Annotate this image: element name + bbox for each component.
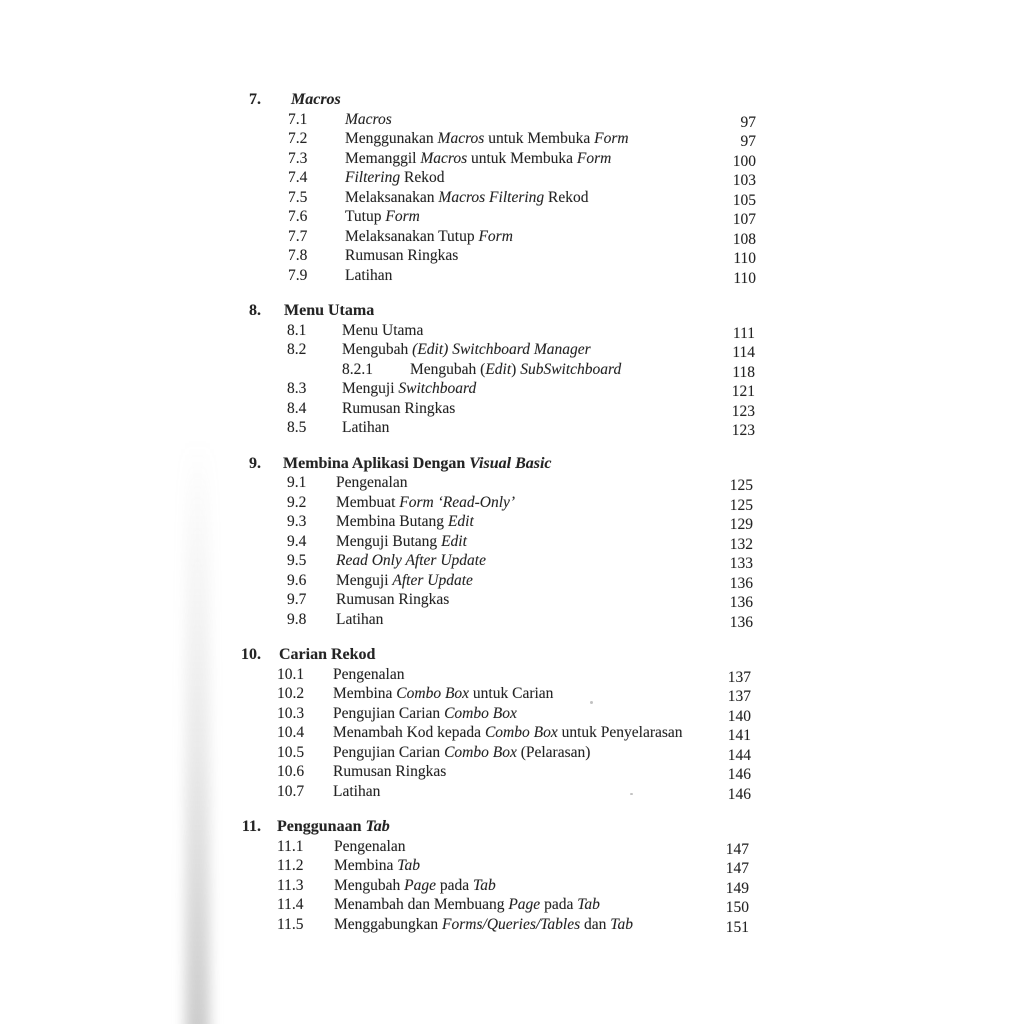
toc-section xyxy=(0,301,1024,438)
text-run: Form xyxy=(385,208,420,225)
text-run: pada xyxy=(436,876,474,894)
entry-page-number: 123 xyxy=(731,402,755,420)
entry-page-number: 136 xyxy=(729,574,753,592)
text-run: Rumusan Ringkas xyxy=(333,763,447,780)
toc-entry xyxy=(0,246,1024,266)
text-run: Mengubah xyxy=(342,341,413,358)
toc-entry xyxy=(0,876,1024,896)
entry-title xyxy=(334,876,496,896)
entry-page-number: 137 xyxy=(727,688,751,705)
entry-number: 7.5 xyxy=(288,188,308,206)
toc-entry xyxy=(0,399,1024,419)
entry-page-number: 108 xyxy=(732,230,756,248)
entry-page-number: 125 xyxy=(729,477,753,494)
entry-number: 7.4 xyxy=(288,169,308,186)
entry-title xyxy=(334,895,600,915)
text-run: Menguji Butang xyxy=(336,532,442,550)
text-run: Edit xyxy=(485,360,512,378)
entry-number: 7.2 xyxy=(288,130,308,147)
text-run: Forms/Queries/Tables xyxy=(442,915,581,933)
text-run: untuk Membuka xyxy=(467,149,577,167)
text-run: Memanggil xyxy=(345,149,421,167)
entry-page-number: 149 xyxy=(725,879,749,897)
toc-entry xyxy=(0,168,1024,188)
text-run: Mengubah ( xyxy=(410,360,486,378)
text-run: Tab xyxy=(577,896,600,913)
text-run: untuk Membuka xyxy=(484,130,595,147)
text-run: Menu Utama xyxy=(284,302,375,319)
entry-title xyxy=(336,473,407,493)
entry-title xyxy=(345,168,444,188)
text-run: Form xyxy=(478,227,513,245)
entry-page-number: 137 xyxy=(727,668,751,686)
text-run: Tab xyxy=(365,818,390,835)
text-run: Latihan xyxy=(336,610,384,628)
text-run: Membina Butang xyxy=(336,513,448,530)
entry-page-number: 97 xyxy=(740,133,756,150)
entry-page-number: 121 xyxy=(731,383,755,400)
text-run: Menambah dan Membuang xyxy=(334,896,509,913)
toc-entry xyxy=(0,571,1024,591)
toc-entry xyxy=(0,379,1024,399)
entry-number: 10.6 xyxy=(277,763,305,780)
text-run: Form ‘Read-Only’ xyxy=(399,493,516,511)
text-run: Rumusan Ringkas xyxy=(336,591,450,608)
text-run: pada xyxy=(540,896,578,913)
entry-page-number: 147 xyxy=(725,840,749,858)
text-run: dan xyxy=(580,915,611,933)
toc-section-header xyxy=(0,817,1024,837)
toc-entry xyxy=(0,493,1024,513)
toc-section-header xyxy=(0,645,1024,665)
entry-number: 10.3 xyxy=(277,704,305,722)
entry-number: 7.6 xyxy=(288,208,308,225)
text-run: Macros xyxy=(420,149,468,167)
toc-entry xyxy=(0,188,1024,208)
entry-number: 8.3 xyxy=(287,380,307,397)
entry-title xyxy=(345,110,392,130)
entry-number: 9.1 xyxy=(287,474,307,491)
entry-title xyxy=(345,149,611,169)
entry-number: 11.5 xyxy=(277,915,304,933)
entry-title xyxy=(333,665,404,685)
entry-title xyxy=(333,782,380,802)
entry-number: 7.8 xyxy=(288,247,308,264)
entry-number: 9.7 xyxy=(287,591,307,608)
text-run: Menguji xyxy=(336,571,393,589)
section-title xyxy=(283,454,552,474)
entry-number: 10.1 xyxy=(277,665,305,683)
entry-title xyxy=(342,418,389,438)
entry-page-number: 123 xyxy=(731,422,755,439)
text-run: Page xyxy=(508,896,541,913)
text-run: Macros Filtering xyxy=(438,188,545,206)
toc-entry xyxy=(0,723,1024,743)
text-run: SubSwitchboard xyxy=(520,360,622,378)
entry-page-number: 144 xyxy=(727,746,751,764)
entry-title xyxy=(342,321,423,341)
toc-entry xyxy=(0,551,1024,571)
entry-page-number: 114 xyxy=(732,344,755,361)
text-run: Mengubah xyxy=(334,876,405,894)
entry-number: 10.5 xyxy=(277,743,305,761)
text-run: Latihan xyxy=(345,266,393,284)
text-run: Melaksanakan xyxy=(345,188,439,206)
toc-entry xyxy=(0,610,1024,630)
entry-page-number: 146 xyxy=(727,785,751,803)
text-run: Membuat xyxy=(336,493,400,511)
entry-page-number: 140 xyxy=(727,707,751,725)
text-run: untuk Carian xyxy=(469,685,554,702)
entry-page-number: 97 xyxy=(740,113,756,131)
text-run: Pengenalan xyxy=(336,474,408,491)
toc-entry xyxy=(0,837,1024,857)
text-run: Pengenalan xyxy=(333,665,405,683)
text-run: Rumusan Ringkas xyxy=(345,247,459,264)
section-number: 7. xyxy=(249,91,261,108)
entry-number: 9.8 xyxy=(287,610,307,628)
entry-page-number: 132 xyxy=(729,535,753,553)
text-run: Carian Rekod xyxy=(279,646,376,663)
toc-entry xyxy=(0,590,1024,610)
entry-number: 8.2 xyxy=(287,341,307,358)
entry-title xyxy=(345,266,392,286)
text-run: Edit xyxy=(447,513,474,530)
toc-section-header xyxy=(0,301,1024,321)
entry-page-number: 147 xyxy=(725,860,749,877)
text-run: untuk Penyelarasan xyxy=(557,724,683,741)
toc-entry xyxy=(0,782,1024,802)
text-run: Tab xyxy=(610,915,633,933)
section-number: 11. xyxy=(241,818,261,835)
entry-title xyxy=(345,246,458,266)
entry-page-number: 129 xyxy=(729,516,753,533)
text-run: Membina Aplikasi Dengan xyxy=(283,454,470,472)
text-run: (Edit) Switchboard Manager xyxy=(412,341,591,358)
entry-number: 8.4 xyxy=(287,399,307,417)
entry-title xyxy=(336,493,515,513)
entry-number: 7.7 xyxy=(288,227,308,245)
text-run: Pengujian Carian xyxy=(333,743,445,761)
toc-entry xyxy=(0,895,1024,915)
toc-entry xyxy=(0,915,1024,935)
text-run: Combo Box xyxy=(444,704,517,722)
text-run: Combo Box xyxy=(484,724,558,741)
text-run: Menu Utama xyxy=(342,321,424,339)
toc-section xyxy=(0,454,1024,630)
entry-title xyxy=(345,207,420,227)
text-run: Macros xyxy=(345,110,392,128)
entry-page-number: 110 xyxy=(733,250,756,267)
text-run: Page xyxy=(404,876,437,894)
text-run: ) xyxy=(511,360,521,378)
toc-entry xyxy=(0,110,1024,130)
entry-title xyxy=(334,856,420,876)
entry-number: 9.5 xyxy=(287,552,307,569)
entry-page-number: 125 xyxy=(729,496,753,514)
text-run: Macros xyxy=(291,91,341,108)
toc-section xyxy=(0,817,1024,934)
text-run: Read Only After Update xyxy=(336,552,486,569)
entry-title xyxy=(333,743,590,763)
toc-entry xyxy=(0,129,1024,149)
section-title xyxy=(277,817,390,837)
text-run: Form xyxy=(594,130,629,147)
entry-page-number: 110 xyxy=(733,269,756,287)
toc-entry xyxy=(0,512,1024,532)
entry-number: 7.9 xyxy=(288,266,308,284)
entry-title xyxy=(333,723,683,743)
entry-number: 7.3 xyxy=(288,149,308,167)
text-run: Menggunakan xyxy=(345,130,438,147)
text-run: Combo Box xyxy=(444,743,517,761)
text-run: Switchboard xyxy=(398,380,477,397)
text-run: Edit xyxy=(441,532,467,550)
entry-title xyxy=(410,360,621,380)
entry-number: 11.3 xyxy=(277,876,304,894)
text-run: Pengenalan xyxy=(334,837,406,855)
toc-entry xyxy=(0,418,1024,438)
entry-title xyxy=(345,227,513,247)
entry-title xyxy=(336,590,449,610)
section-number: 9. xyxy=(249,454,261,472)
text-run: Form xyxy=(576,149,612,167)
entry-page-number: 136 xyxy=(729,613,753,631)
entry-page-number: 105 xyxy=(732,191,756,209)
text-run: Menggabungkan xyxy=(334,915,443,933)
section-title xyxy=(291,90,341,110)
entry-title xyxy=(342,340,591,360)
text-run: Tab xyxy=(473,876,496,894)
entry-title xyxy=(334,915,633,935)
section-number: 10. xyxy=(241,646,261,663)
toc-entry xyxy=(0,532,1024,552)
toc-section xyxy=(0,90,1024,285)
text-run: (Pelarasan) xyxy=(516,743,591,761)
entry-page-number: 146 xyxy=(727,766,751,783)
entry-number: 7.1 xyxy=(288,110,308,128)
entry-page-number: 103 xyxy=(732,172,756,189)
text-run: After Update xyxy=(392,571,473,589)
toc-entry xyxy=(0,473,1024,493)
toc-section xyxy=(0,645,1024,801)
entry-number: 11.1 xyxy=(277,837,304,855)
text-run: Membina xyxy=(334,857,398,874)
entry-page-number: 150 xyxy=(725,899,749,916)
text-run: Penggunaan xyxy=(277,818,366,835)
entry-title xyxy=(336,532,467,552)
entry-number: 8.1 xyxy=(287,321,307,339)
toc-entry xyxy=(0,266,1024,286)
text-run: Rekod xyxy=(400,169,445,186)
toc-entry xyxy=(0,684,1024,704)
toc-entry xyxy=(0,321,1024,341)
entry-number: 10.7 xyxy=(277,782,305,800)
toc-entry xyxy=(0,704,1024,724)
text-run: Menguji xyxy=(342,380,399,397)
text-run: Combo Box xyxy=(396,685,470,702)
entry-title xyxy=(333,704,517,724)
toc-entry xyxy=(0,743,1024,763)
entry-number: 10.2 xyxy=(277,685,305,702)
text-run: Tutup xyxy=(345,208,386,225)
entry-title xyxy=(336,551,486,571)
toc-entry xyxy=(0,149,1024,169)
toc-entry xyxy=(0,227,1024,247)
entry-number: 10.4 xyxy=(277,724,305,741)
toc-entry xyxy=(0,207,1024,227)
entry-title xyxy=(336,512,474,532)
text-run: Macros xyxy=(437,130,485,147)
entry-number: 9.2 xyxy=(287,493,307,511)
text-run: Latihan xyxy=(342,419,390,436)
entry-title xyxy=(345,188,589,208)
text-run: Menambah Kod kepada xyxy=(333,724,485,741)
entry-number: 9.6 xyxy=(287,571,307,589)
table-of-contents xyxy=(0,90,1024,950)
entry-title xyxy=(334,837,405,857)
section-number: 8. xyxy=(249,302,261,319)
toc-section-header xyxy=(0,90,1024,110)
toc-entry xyxy=(0,856,1024,876)
text-run: Membina xyxy=(333,685,397,702)
text-run: Rumusan Ringkas xyxy=(342,399,456,417)
text-run: Rekod xyxy=(544,188,589,206)
entry-title xyxy=(342,399,455,419)
entry-number: 11.4 xyxy=(277,896,304,913)
entry-title xyxy=(336,610,383,630)
entry-number: 9.4 xyxy=(287,532,307,550)
entry-title xyxy=(345,129,629,149)
section-title xyxy=(284,301,374,321)
toc-entry xyxy=(0,762,1024,782)
entry-page-number: 111 xyxy=(732,324,755,342)
text-run: Melaksanakan Tutup xyxy=(345,227,479,245)
entry-title xyxy=(336,571,473,591)
text-run: Tab xyxy=(397,857,420,874)
entry-page-number: 100 xyxy=(732,152,756,170)
toc-entry xyxy=(0,340,1024,360)
entry-page-number: 118 xyxy=(732,363,755,381)
text-run: Visual Basic xyxy=(469,454,552,472)
entry-number: 9.3 xyxy=(287,513,307,530)
entry-page-number: 107 xyxy=(732,211,756,228)
text-run: Pengujian Carian xyxy=(333,704,445,722)
entry-page-number: 136 xyxy=(729,594,753,611)
entry-number: 8.2.1 xyxy=(342,360,373,378)
section-title xyxy=(279,645,375,665)
text-run: Latihan xyxy=(333,782,381,800)
entry-title xyxy=(342,379,476,399)
entry-title xyxy=(333,762,446,782)
entry-page-number: 133 xyxy=(729,555,753,572)
entry-page-number: 151 xyxy=(725,918,749,936)
toc-section-header xyxy=(0,454,1024,474)
entry-number: 11.2 xyxy=(277,857,304,874)
toc-entry xyxy=(0,360,1024,380)
entry-page-number: 141 xyxy=(727,727,751,744)
entry-number: 8.5 xyxy=(287,419,307,436)
entry-title xyxy=(333,684,553,704)
toc-entry xyxy=(0,665,1024,685)
text-run: Filtering xyxy=(345,169,401,186)
